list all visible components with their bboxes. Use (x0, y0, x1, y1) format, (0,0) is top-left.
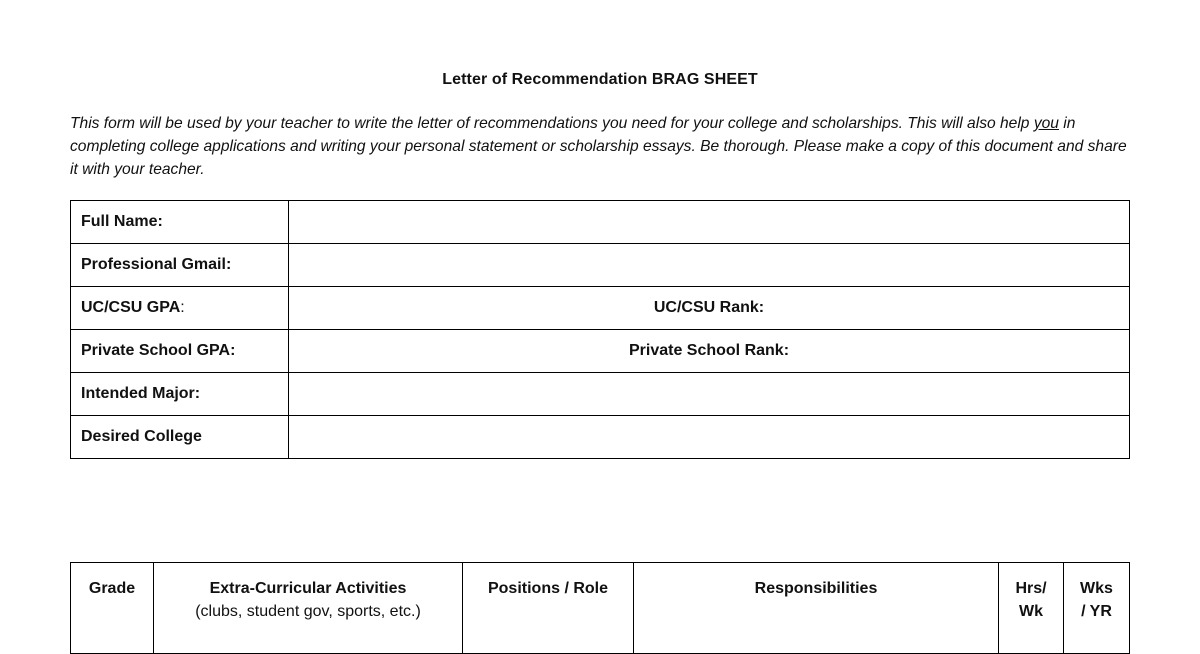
table-row (71, 201, 1130, 244)
hours-header-line2: Wk (1019, 603, 1043, 620)
activities-header-title: Extra-Curricular Activities (209, 580, 407, 597)
activities-header-subtitle: (clubs, student gov, sports, etc.) (195, 603, 421, 620)
gmail-field[interactable] (289, 244, 1130, 287)
college-field[interactable] (289, 416, 1130, 459)
gpa-label-cell (71, 287, 289, 330)
activities-table (70, 562, 1130, 654)
intro-underlined-word: you (1033, 115, 1059, 132)
private-gpa-label: Private School GPA: (71, 330, 289, 373)
full-name-field[interactable] (289, 201, 1130, 244)
gpa-label: UC/CSU GPA (81, 299, 181, 316)
document-title: Letter of Recommendation BRAG SHEET (442, 71, 758, 88)
table-row (71, 373, 1130, 416)
private-rank-field[interactable]: Private School Rank: (289, 330, 1130, 373)
major-label: Intended Major: (71, 373, 289, 416)
weeks-per-year-header (1064, 563, 1130, 654)
hours-header-line1: Hrs/ (1015, 580, 1047, 597)
college-label: Desired College (71, 416, 289, 459)
intro-text-end: in completing college applications and writing your personal statement or scholarship essays. Be thorough. Please make a copy of this document and share it with your teacher. (70, 115, 1127, 178)
intro-paragraph (70, 112, 1135, 181)
activities-header (154, 563, 463, 654)
intro-text-start: This form will be used by your teacher to write the letter of recommendations you need for your college and scholarships. This will also help (70, 115, 1034, 132)
gmail-label: Professional Gmail: (71, 244, 289, 287)
table-row (71, 287, 1130, 330)
table-row (71, 416, 1130, 459)
hours-per-week-header (999, 563, 1064, 654)
table-row (71, 330, 1130, 373)
weeks-header-line1: Wks (1080, 580, 1113, 597)
table-row (71, 244, 1130, 287)
grade-header: Grade (71, 563, 154, 654)
full-name-label: Full Name: (71, 201, 289, 244)
weeks-header-line2: / YR (1081, 603, 1112, 620)
positions-header: Positions / Role (463, 563, 634, 654)
uc-rank-field[interactable]: UC/CSU Rank: (289, 287, 1130, 330)
student-info-table (70, 200, 1130, 459)
major-field[interactable] (289, 373, 1130, 416)
responsibilities-header: Responsibilities (634, 563, 999, 654)
activities-header-row (71, 563, 1130, 654)
gpa-label-colon: : (180, 299, 185, 316)
